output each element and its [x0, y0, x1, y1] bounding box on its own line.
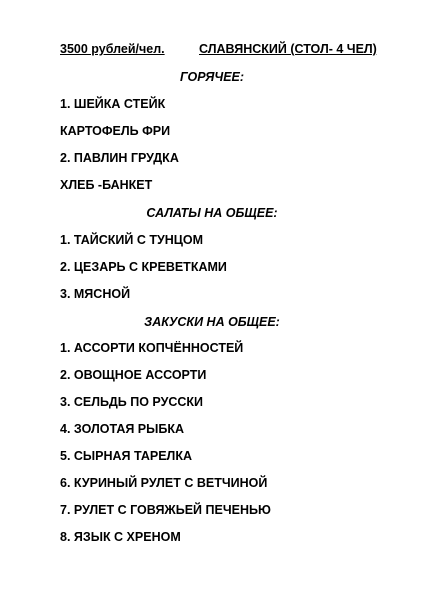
table-info: СЛАВЯНСКИЙ (СТОЛ- 4 ЧЕЛ)	[199, 42, 377, 56]
price-per-person: 3500 рублей/чел.	[60, 42, 165, 56]
list-item: 2. ОВОЩНОЕ АССОРТИ	[60, 368, 207, 382]
list-item: 1. ТАЙСКИЙ С ТУНЦОМ	[60, 233, 204, 247]
list-item: 2. ПАВЛИН ГРУДКА	[60, 151, 179, 165]
list-item: 1. АССОРТИ КОПЧЁННОСТЕЙ	[60, 341, 244, 355]
list-item: 5. СЫРНАЯ ТАРЕЛКА	[60, 449, 192, 463]
list-item: 8. ЯЗЫК С ХРЕНОМ	[60, 530, 181, 544]
list-item: КАРТОФЕЛЬ ФРИ	[60, 124, 171, 138]
list-item: ХЛЕБ -БАНКЕТ	[60, 178, 153, 192]
list-item: 7. РУЛЕТ С ГОВЯЖЬЕЙ ПЕЧЕНЬЮ	[60, 503, 271, 517]
list-item: 4. ЗОЛОТАЯ РЫБКА	[60, 422, 185, 436]
list-item: 2. ЦЕЗАРЬ С КРЕВЕТКАМИ	[60, 260, 227, 274]
list-item: 6. КУРИНЫЙ РУЛЕТ С ВЕТЧИНОЙ	[60, 476, 268, 490]
list-item: 3. МЯСНОЙ	[60, 287, 131, 301]
list-item: 1. ШЕЙКА СТЕЙК	[60, 97, 166, 111]
list-item: 3. СЕЛЬДЬ ПО РУССКИ	[60, 395, 204, 409]
section-title-appetizers: ЗАКУСКИ НА ОБЩЕЕ:	[144, 315, 280, 329]
section-title-salads: САЛАТЫ НА ОБЩЕЕ:	[146, 206, 278, 220]
section-title-hot: ГОРЯЧЕЕ:	[179, 70, 245, 84]
